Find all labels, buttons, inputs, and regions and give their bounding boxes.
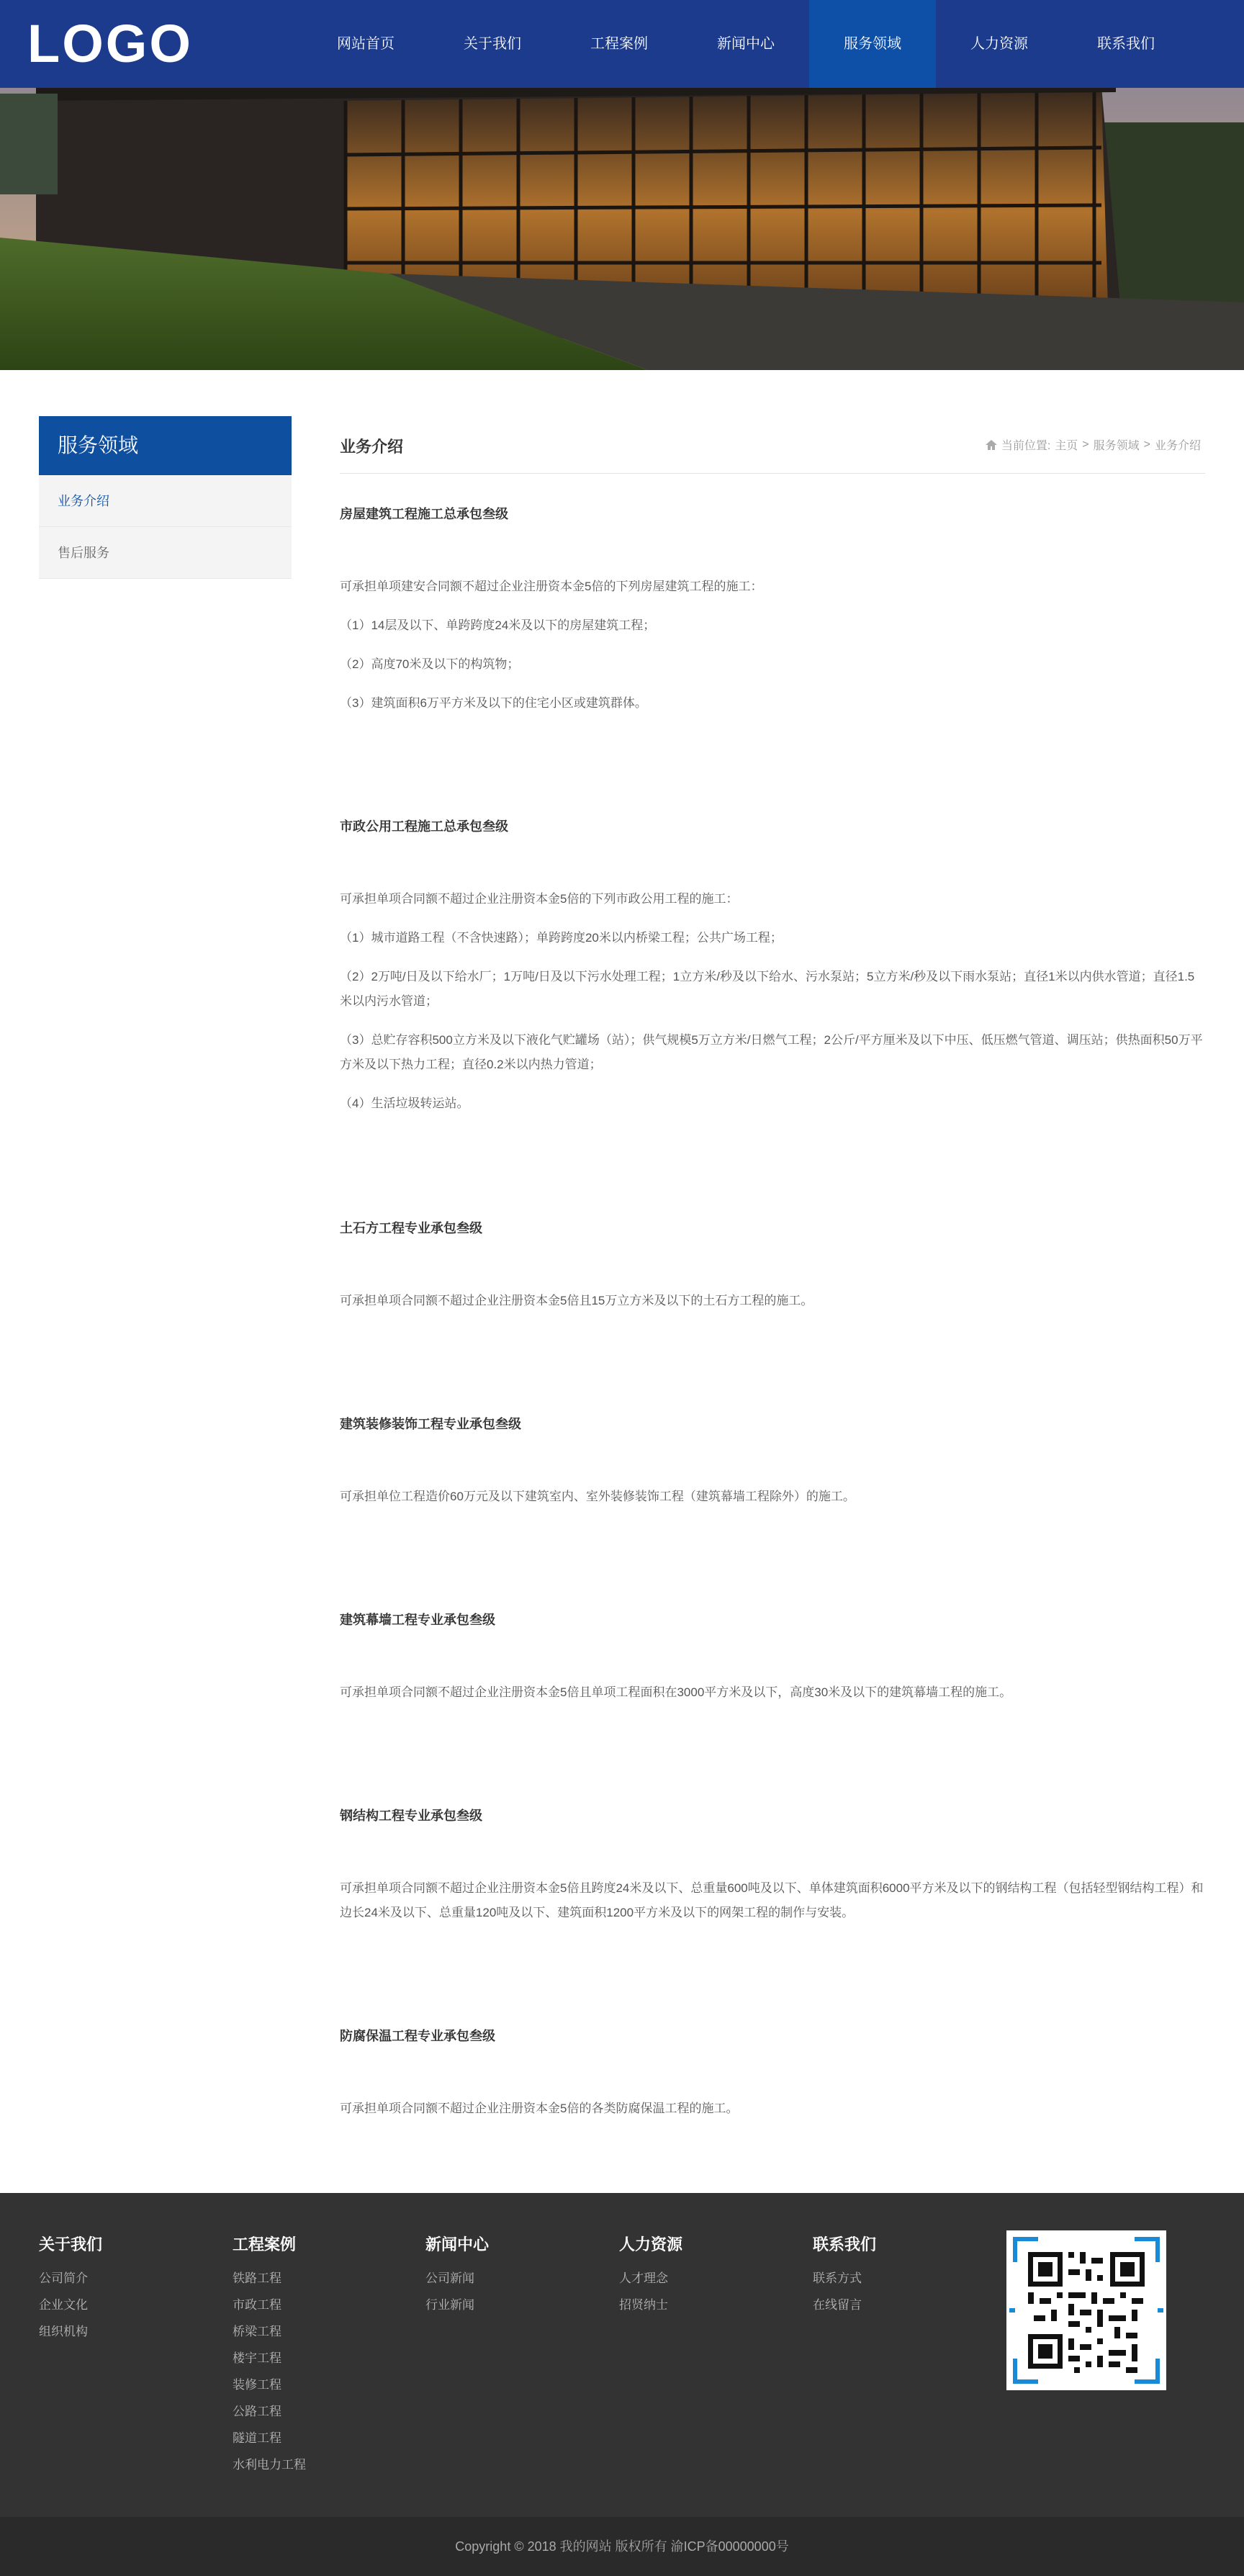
footer-col-hr [619,2235,682,2318]
section-title: 防腐保温工程专业承包叁级 [340,2029,495,2043]
nav-about[interactable]: 关于我们 [464,36,521,52]
footer-col-about [39,2235,102,2345]
breadcrumb-prefix: 当前位置: [1001,440,1051,452]
section-paragraph: （2）2万吨/日及以下给水厂；1万吨/日及以下污水处理工程；1立方米/秒及以下给水、污水泵站；5立方米/秒及以下雨水泵站；直径1米以内供水管道；直径1.5米以内污水管道； [340,970,1195,1008]
footer-link[interactable]: 水利电力工程 [233,2458,306,2472]
footer-link[interactable]: 市政工程 [233,2298,281,2312]
service-section [340,1611,1205,1705]
footer-link[interactable]: 企业文化 [39,2298,88,2312]
section-paragraph: 可承担单项合同额不超过企业注册资本金5倍的各类防腐保温工程的施工。 [340,2102,739,2115]
service-section [340,818,1205,1116]
nav-hr[interactable]: 人力资源 [970,36,1028,52]
section-title: 房屋建筑工程施工总承包叁级 [340,507,508,521]
section-paragraph: 可承担单项合同额不超过企业注册资本金5倍且15万立方米及以下的土石方工程的施工。 [340,1294,813,1307]
footer-link[interactable]: 行业新闻 [425,2298,474,2312]
footer-col-contact [813,2235,876,2318]
footer-link[interactable]: 在线留言 [813,2298,862,2312]
breadcrumb-separator: > [1082,438,1089,451]
site-logo[interactable]: LOGO [27,14,193,73]
footer-col-news [425,2235,489,2318]
content-header [340,416,1205,474]
service-section [340,1220,1205,1313]
qr-code [1006,2230,1166,2390]
nav-contact[interactable]: 联系我们 [1097,36,1155,52]
breadcrumb [986,436,1205,453]
section-paragraph: 可承担单项合同额不超过企业注册资本金5倍的下列市政公用工程的施工： [340,892,739,906]
site-header [0,0,1244,88]
sidebar-item-after-sales[interactable]: 售后服务 [39,527,292,579]
footer-col-title: 新闻中心 [425,2235,490,2253]
section-title: 建筑幕墙工程专业承包叁级 [340,1613,495,1627]
page-title: 业务介绍 [340,438,404,456]
footer-link[interactable]: 公司简介 [39,2271,88,2285]
service-section [340,505,1205,716]
footer-col-title: 工程案例 [233,2235,297,2253]
home-icon [986,440,997,450]
footer-link[interactable]: 公司新闻 [425,2271,474,2285]
footer-link[interactable]: 招贤纳士 [619,2298,668,2312]
section-paragraph: （1）14层及以下、单跨跨度24米及以下的房屋建筑工程； [340,618,656,632]
section-paragraph: （2）高度70米及以下的构筑物； [340,657,520,671]
footer-link[interactable]: 铁路工程 [233,2271,281,2285]
breadcrumb-home[interactable]: 主页 [1055,440,1078,452]
footer-link[interactable]: 桥梁工程 [233,2325,281,2338]
section-paragraph: （3）建筑面积6万平方米及以下的住宅小区或建筑群体。 [340,696,647,710]
nav-cases[interactable]: 工程案例 [590,36,648,52]
section-paragraph: （4）生活垃圾转运站。 [340,1096,469,1110]
service-section [340,1807,1205,1925]
section-title: 钢结构工程专业承包叁级 [340,1809,482,1823]
footer-link[interactable]: 人才理念 [619,2271,668,2285]
service-section [340,1415,1205,1509]
section-title: 建筑装修装饰工程专业承包叁级 [340,1417,521,1431]
site-footer [0,2193,1244,2517]
section-title: 市政公用工程施工总承包叁级 [340,819,508,834]
footer-link[interactable]: 楼宇工程 [233,2351,281,2365]
section-paragraph: 可承担单位工程造价60万元及以下建筑室内、室外装修装饰工程（建筑幕墙工程除外）的施工。 [340,1490,855,1503]
qr-code-icon [1006,2230,1166,2390]
section-paragraph: （3）总贮存容积500立方米及以下液化气贮罐场（站）；供气规模5万立方米/日燃气工程；2公斤/平方厘米及以下中压、低压燃气管道、调压站；供热面积50万平方米及以下热力工程；直径0.2米以内热力管道； [340,1033,1203,1071]
section-paragraph: 可承担单项合同额不超过企业注册资本金5倍且单项工程面积在3000平方米及以下，高度30米及以下的建筑幕墙工程的施工。 [340,1685,1012,1699]
footer-col-title: 联系我们 [813,2235,877,2253]
breadcrumb-current: 业务介绍 [1154,440,1201,452]
footer-link[interactable]: 联系方式 [813,2271,862,2285]
main-content [340,416,1205,2115]
section-paragraph: 可承担单项合同额不超过企业注册资本金5倍且跨度24米及以下、总重量600吨及以下、单体建筑面积6000平方米及以下的钢结构工程（包括轻型钢结构工程）和边长24米及以下、总重量120吨及以下、建筑面积1200平方米及以下的网架工程的制作与安装。 [340,1881,1204,1919]
section-paragraph: 可承担单项建安合同额不超过企业注册资本金5倍的下列房屋建筑工程的施工： [340,580,763,593]
sidebar [39,416,292,579]
nav-home[interactable]: 网站首页 [337,36,395,52]
service-section [340,2027,1205,2121]
sidebar-item-business-intro[interactable]: 业务介绍 [39,475,292,527]
sidebar-title: 服务领域 [39,416,292,475]
nav-news[interactable]: 新闻中心 [717,36,775,52]
breadcrumb-separator: > [1143,438,1150,451]
footer-col-title: 人力资源 [619,2235,683,2253]
copyright: Copyright © 2018 我的网站 版权所有 渝ICP备00000000号 [0,2517,1244,2576]
main-nav [302,0,1189,88]
nav-services[interactable]: 服务领域 [809,0,936,88]
footer-link[interactable]: 组织机构 [39,2325,88,2338]
section-paragraph: （1）城市道路工程（不含快速路）；单跨跨度20米以内桥梁工程；公共广场工程； [340,931,783,945]
section-title: 土石方工程专业承包叁级 [340,1221,482,1235]
footer-link[interactable]: 隧道工程 [233,2431,281,2445]
footer-col-cases [233,2235,306,2478]
footer-col-title: 关于我们 [39,2235,103,2253]
footer-link[interactable]: 公路工程 [233,2405,281,2418]
footer-link[interactable]: 装修工程 [233,2378,281,2392]
breadcrumb-services[interactable]: 服务领域 [1093,440,1140,452]
